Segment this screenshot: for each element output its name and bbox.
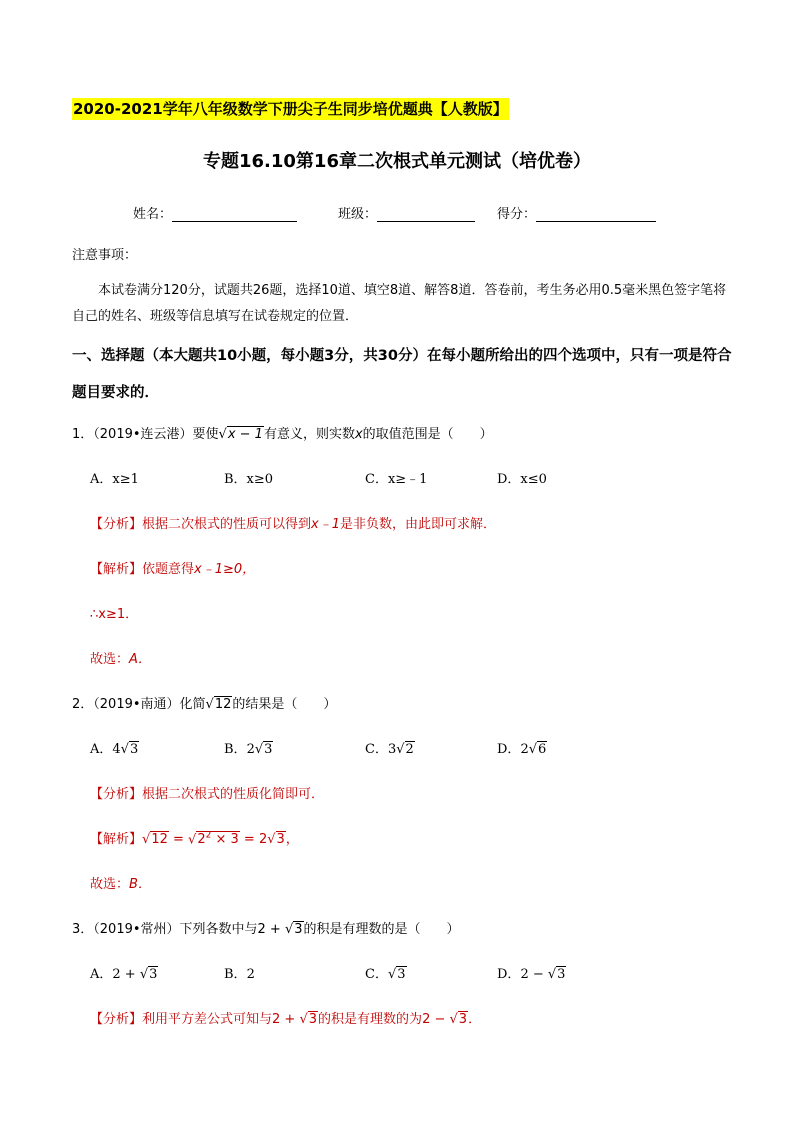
q1-analysis: 【分析】根据二次根式的性质可以得到x﹣1是非负数，由此即可求解． — [90, 517, 497, 532]
q2-option-b[interactable]: B．2√3 — [224, 742, 273, 757]
q3-option-a[interactable]: A．2 + √3 — [90, 967, 158, 982]
q2-option-a[interactable]: A．4√3 — [90, 742, 139, 757]
q1-option-c[interactable]: C．x≥﹣1 — [365, 472, 428, 487]
question-3: 3．（2019•常州）下列各数中与2 + √3的积是有理数的是（ ） — [72, 922, 460, 937]
q3-option-c[interactable]: C．√3 — [365, 967, 406, 982]
section-heading: 一、选择题（本大题共10小题，每小题3分，共30分）在每小题所给出的四个选项中，只有一项是符合题目要求的． — [72, 348, 732, 401]
q1-option-b[interactable]: B．x≥0 — [224, 472, 274, 487]
notes-text: 本试卷满分120分，试题共26题，选择10道、填空8道、解答8道．答卷前，考生务必用0.5毫米黑色签字笔将自己的姓名、班级等信息填写在试卷规定的位置． — [72, 283, 727, 324]
question-1 — [72, 423, 493, 442]
name-label: 姓名： — [133, 207, 173, 222]
q1-radical: √x − 1 — [218, 427, 263, 442]
name-blank[interactable] — [172, 207, 297, 222]
class-field — [338, 203, 475, 222]
class-blank[interactable] — [377, 207, 475, 222]
page-title: 专题16.10第16章二次根式单元测试（培优卷） — [203, 151, 591, 172]
q1-answer-label: 故选： — [90, 652, 130, 667]
q3-option-d[interactable]: D．2 − √3 — [497, 967, 566, 982]
q2-option-c[interactable]: C．3√2 — [365, 742, 414, 757]
q1-var: x — [354, 427, 363, 442]
notes-heading: 注意事项： — [72, 248, 138, 263]
q2-solution: 【解析】$√12 = √2^2 \times 3 = 2√3$， — [90, 830, 299, 847]
series-banner: 2020-2021学年八年级数学下册尖子生同步培优题典【人教版】 — [73, 100, 508, 118]
q3-analysis: 【分析】利用平方差公式可知与2 + √3的积是有理数的为2 − √3． — [90, 1012, 482, 1027]
q3-suffix: 的积是有理数的是（ ） — [303, 922, 460, 937]
q1-solution: 【解析】依题意得x﹣1≥0， — [90, 562, 256, 577]
score-label: 得分： — [497, 207, 537, 222]
q2-prefix: 2．（2019•南通）化简 — [72, 697, 206, 712]
score-field — [497, 203, 656, 222]
q2-answer-label: 故选： — [90, 877, 130, 892]
q1-option-a[interactable]: A．x≥1 — [90, 472, 139, 487]
q2-answer: 故选：B． — [90, 877, 151, 892]
question-2 — [72, 693, 336, 712]
q2-analysis-label: 【分析】 — [90, 787, 143, 802]
score-blank[interactable] — [536, 207, 656, 222]
q3-option-b[interactable]: B．2 — [224, 967, 255, 982]
q1-therefore: ∴x≥1． — [90, 607, 139, 622]
q3-prefix: 3．（2019•常州）下列各数中与 — [72, 922, 258, 937]
q2-option-d[interactable]: D．2√6 — [497, 742, 547, 757]
q1-prefix: 1．（2019•连云港）要使 — [72, 427, 219, 442]
q1-analysis-label: 【分析】 — [90, 517, 143, 532]
q1-option-d[interactable]: D．x≤0 — [497, 472, 547, 487]
q1-suffix-b: 的取值范围是（ ） — [362, 427, 493, 442]
q1-answer: 故选：A． — [90, 652, 151, 667]
q1-solution-label: 【解析】 — [90, 562, 143, 577]
q2-radical: √12 — [205, 697, 232, 712]
q1-suffix-a: 有意义，则实数 — [263, 427, 355, 442]
name-field — [133, 203, 297, 222]
q2-solution-label: 【解析】 — [90, 832, 143, 847]
q2-analysis: 【分析】根据二次根式的性质化简即可． — [90, 787, 325, 802]
class-label: 班级： — [338, 207, 378, 222]
q2-suffix: 的结果是（ ） — [232, 697, 337, 712]
q3-analysis-label: 【分析】 — [90, 1012, 143, 1027]
